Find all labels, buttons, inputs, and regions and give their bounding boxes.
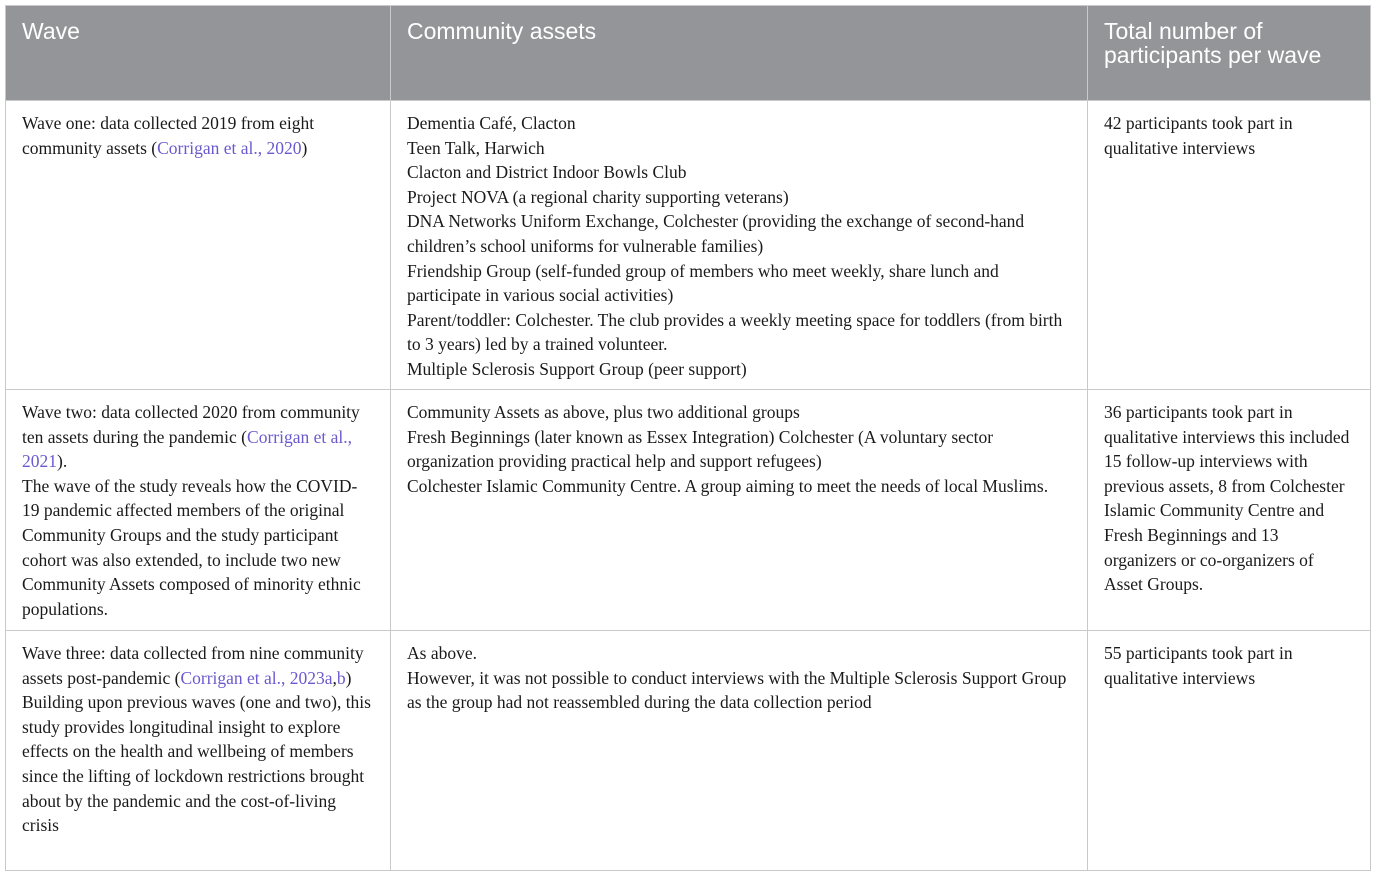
citation-link[interactable]: Corrigan et al., 2020 xyxy=(157,137,302,158)
asset-item: Community Assets as above, plus two additional groups xyxy=(407,402,800,422)
total-cell: 36 participants took part in qualitative interviews this included 15 follow-up interviews with previous assets, 8 from Colchester Islamic Community Centre and Fresh Beginnings and 13 organizers or co-organizers of Asset Groups. xyxy=(1088,390,1371,631)
assets-cell xyxy=(391,631,1088,871)
waves-table xyxy=(5,5,1371,871)
header-wave: Wave xyxy=(6,6,391,101)
table-row xyxy=(6,101,1371,390)
asset-item: As above. xyxy=(407,643,477,663)
asset-item: Clacton and District Indoor Bowls Club xyxy=(407,162,687,183)
assets-cell xyxy=(391,101,1088,390)
wave-description: The wave of the study reveals how the COVID-19 pandemic affected members of the original Community Groups and the study participant cohort was also extended, to include two new Community Assets composed of minority ethnic populations. xyxy=(22,475,361,619)
asset-item: Project NOVA (a regional charity supporting veterans) xyxy=(407,186,789,207)
header-community-assets: Community assets xyxy=(391,6,1088,101)
asset-item: Multiple Sclerosis Support Group (peer support) xyxy=(407,358,747,379)
citation-link[interactable]: b xyxy=(336,667,346,688)
asset-item: Teen Talk, Harwich xyxy=(407,137,545,158)
assets-cell xyxy=(391,390,1088,631)
table-row xyxy=(6,631,1371,871)
wave-description: Building upon previous waves (one and two), this study provides longitudinal insight to explore effects on the health and wellbeing of members since the lifting of lockdown restrictions brought about by the pandemic and the cost-of-living crisis xyxy=(22,692,371,836)
asset-item: Colchester Islamic Community Centre. A group aiming to meet the needs of local Muslims. xyxy=(407,475,1049,496)
asset-item: DNA Networks Uniform Exchange, Colchester (providing the exchange of second-hand children’s school uniforms for vulnerable families) xyxy=(407,211,1025,256)
asset-item: Friendship Group (self-funded group of members who meet weekly, share lunch and participate in various social activities) xyxy=(407,260,999,306)
total-cell: 42 participants took part in qualitative interviews xyxy=(1088,101,1371,390)
citation-link[interactable]: Corrigan et al., 2021 xyxy=(22,426,352,472)
asset-item: Parent/toddler: Colchester. The club provides a weekly meeting space for toddlers (from birth to 3 years) led by a trained volunteer. xyxy=(407,309,1063,355)
header-total-participants: Total number of participants per wave xyxy=(1088,6,1371,101)
wave-cell: Wave two: data collected 2020 from community ten assets during the pandemic (Corrigan et al., 2021). The wave of the study reveals how the COVID-19 pandemic affected members of the original Community Groups and the study participant cohort was also extended, to include two new Community Assets composed of minority ethnic populations. xyxy=(6,390,391,631)
wave-cell: Wave one: data collected 2019 from eight community assets (Corrigan et al., 2020) xyxy=(6,101,391,390)
asset-item: Fresh Beginnings (later known as Essex Integration) Colchester (A voluntary sector organization providing practical help and support refugees) xyxy=(407,426,994,472)
total-cell: 55 participants took part in qualitative interviews xyxy=(1088,631,1371,871)
asset-item: However, it was not possible to conduct interviews with the Multiple Sclerosis Support Group as the group had not reassembled during the data collection period xyxy=(407,667,1067,713)
header-row xyxy=(6,6,1371,101)
asset-item: Dementia Café, Clacton xyxy=(407,113,576,133)
table-row xyxy=(6,390,1371,631)
wave-cell: Wave three: data collected from nine community assets post-pandemic (Corrigan et al., 2023a,b) Building upon previous waves (one and two), this study provides longitudinal insight to explore effects on the health and wellbeing of members since the lifting of lockdown restrictions brought about by the pandemic and the cost-of-living crisis xyxy=(6,631,391,871)
citation-link[interactable]: Corrigan et al., 2023a xyxy=(180,667,333,688)
